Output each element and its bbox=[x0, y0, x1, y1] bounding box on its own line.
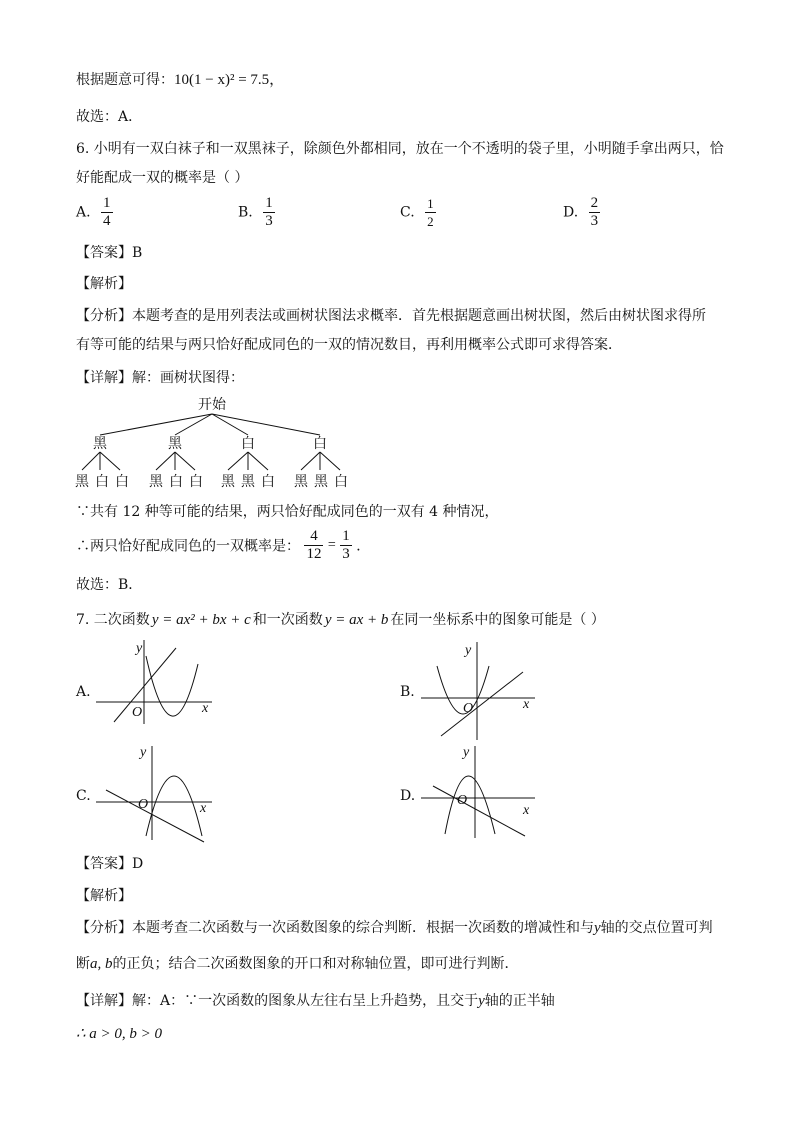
parabola-curve bbox=[146, 656, 198, 716]
option-letter: B. bbox=[238, 204, 253, 221]
parabola-curve bbox=[146, 776, 202, 836]
q7-func1: y = ax² + bx + c bbox=[151, 612, 251, 628]
q6-result-line: ∵共有 12 种等可能的结果，两只恰好配成同色的一双有 4 种情况， bbox=[76, 504, 499, 520]
q6-option-d bbox=[563, 195, 600, 230]
math-ab: a, b bbox=[90, 956, 113, 972]
detail-text: 轴的正半轴 bbox=[484, 993, 555, 1009]
q7-detail-line bbox=[76, 990, 555, 1010]
y-axis-label: y bbox=[463, 745, 470, 760]
tree-leaf: 白 bbox=[169, 475, 183, 490]
option-letter: C. bbox=[400, 204, 415, 221]
q6-option-a bbox=[76, 195, 113, 230]
linear-function-line bbox=[106, 790, 204, 842]
q6-option-c bbox=[400, 195, 436, 230]
tree-leaf: 白 bbox=[189, 475, 203, 490]
prob-end: ． bbox=[356, 538, 371, 555]
tree-leaf: 黑 bbox=[294, 475, 308, 490]
origin-label: O bbox=[463, 701, 474, 716]
analysis-text: 的正负；结合二次函数图象的开口和对称轴位置，即可进行判断． bbox=[112, 956, 519, 972]
prob-equals: = bbox=[327, 537, 336, 553]
q6-choose: 故选：B． bbox=[76, 577, 143, 593]
q7-graph-d bbox=[415, 742, 545, 842]
prev-line-prefix: 根据题意可得： bbox=[76, 72, 174, 88]
x-axis-label: x bbox=[523, 697, 530, 712]
q7-option-d-label: D. bbox=[400, 788, 416, 804]
q6-analysis-line2: 有等可能的结果与两只恰好配成同色的一双的情况数目，再利用概率公式即可求得答案． bbox=[76, 337, 622, 353]
q7-answer: 【答案】D bbox=[76, 856, 144, 872]
tree-leaf: 白 bbox=[115, 475, 129, 490]
q7-analysis-head: 【解析】 bbox=[76, 888, 132, 904]
tree-node: 白 bbox=[241, 437, 255, 452]
q7-option-a-label: A. bbox=[76, 684, 91, 700]
tree-leaf: 黑 bbox=[75, 475, 89, 490]
q7-analysis-line1 bbox=[76, 917, 713, 937]
option-fraction: $\frac{2}{3}$ bbox=[590, 195, 599, 229]
origin-label: O bbox=[138, 797, 149, 812]
parabola-curve bbox=[445, 776, 495, 834]
q6-detail-line: 【详解】解：画树状图得： bbox=[76, 370, 244, 386]
q6-tree-diagram bbox=[70, 392, 370, 492]
analysis-text: 断 bbox=[76, 956, 90, 972]
tree-leaf: 黑 bbox=[221, 475, 235, 490]
y-axis-label: y bbox=[136, 641, 143, 656]
option-fraction: $\frac{1}{4}$ bbox=[103, 195, 111, 229]
option-fraction: $\frac{1}{3}$ bbox=[265, 195, 273, 229]
q7-stem bbox=[76, 609, 605, 629]
prev-equation: 10(1 − x)² = 7.5， bbox=[174, 72, 285, 88]
tree-leaf: 黑 bbox=[149, 475, 163, 490]
math-y: y bbox=[478, 993, 485, 1009]
q7-stem-prefix: 7. 二次函数 bbox=[76, 612, 150, 628]
q6-probability-line bbox=[76, 528, 370, 563]
tree-leaf: 白 bbox=[261, 475, 275, 490]
tree-leaf: 黑 bbox=[241, 475, 255, 490]
prev-equation-line bbox=[76, 68, 284, 89]
q6-analysis-line1: 【分析】本题考查的是用列表法或画树状图法求概率．首先根据题意画出树状图，然后由树状图求得所 bbox=[76, 308, 706, 324]
q7-stem-mid: 和一次函数 bbox=[252, 612, 323, 628]
x-axis-label: x bbox=[200, 801, 207, 816]
q6-stem-line2: 好能配成一双的概率是（ ） bbox=[76, 170, 249, 186]
q6-option-b bbox=[238, 195, 275, 230]
q7-func2: y = ax + b bbox=[324, 612, 389, 628]
y-axis-label: y bbox=[465, 643, 472, 658]
tree-leaf: 白 bbox=[334, 475, 348, 490]
tree-leaf: 黑 bbox=[314, 475, 328, 490]
tree-node: 黑 bbox=[93, 437, 107, 452]
linear-function-line bbox=[441, 672, 523, 736]
q7-graph-a bbox=[90, 636, 220, 728]
q7-conclusion: ∴ a > 0, b > 0 bbox=[76, 1026, 163, 1042]
analysis-text: 轴的交点位置可判 bbox=[600, 920, 713, 936]
q7-stem-suffix: 在同一坐标系中的图象可能是（ ） bbox=[390, 612, 605, 628]
q7-graph-c bbox=[90, 740, 220, 844]
prob-fraction-1: $\frac{4}{12}$ bbox=[306, 528, 322, 562]
origin-label: O bbox=[132, 705, 143, 720]
q7-analysis-line2 bbox=[76, 953, 519, 973]
tree-node: 白 bbox=[313, 437, 327, 452]
linear-function-line bbox=[433, 786, 525, 836]
prob-fraction-2: $\frac{1}{3}$ bbox=[342, 528, 350, 562]
detail-text: 【详解】解：A：∵一次函数的图象从左往右呈上升趋势，且交于 bbox=[76, 993, 479, 1009]
q7-option-b-label: B. bbox=[400, 684, 415, 700]
tree-lines bbox=[82, 414, 340, 470]
q6-stem-line1: 6. 小明有一双白袜子和一双黑袜子，除颜色外都相同，放在一个不透明的袋子里，小明随手拿出两只，恰 bbox=[76, 141, 724, 157]
tree-node: 黑 bbox=[168, 437, 182, 452]
prob-prefix: ∴两只恰好配成同色的一双概率是： bbox=[76, 538, 300, 555]
math-y: y bbox=[594, 920, 601, 936]
q7-option-c-label: C. bbox=[76, 788, 91, 804]
prev-choose: 故选：A． bbox=[76, 109, 143, 125]
q6-analysis-head: 【解析】 bbox=[76, 276, 132, 292]
option-letter: D. bbox=[563, 204, 579, 221]
q6-answer: 【答案】B bbox=[76, 245, 143, 261]
origin-label: O bbox=[457, 793, 468, 808]
y-axis-label: y bbox=[140, 745, 147, 760]
option-fraction: $\frac{1}{2}$ bbox=[427, 196, 434, 229]
x-axis-label: x bbox=[202, 701, 209, 716]
tree-root: 开始 bbox=[198, 398, 226, 413]
q7-graph-b bbox=[415, 636, 545, 744]
linear-function-line bbox=[114, 648, 176, 722]
x-axis-label: x bbox=[523, 803, 530, 818]
option-letter: A. bbox=[76, 204, 91, 221]
analysis-text: 【分析】本题考查二次函数与一次函数图象的综合判断．根据一次函数的增减性和与 bbox=[76, 920, 594, 936]
tree-leaf: 白 bbox=[95, 475, 109, 490]
